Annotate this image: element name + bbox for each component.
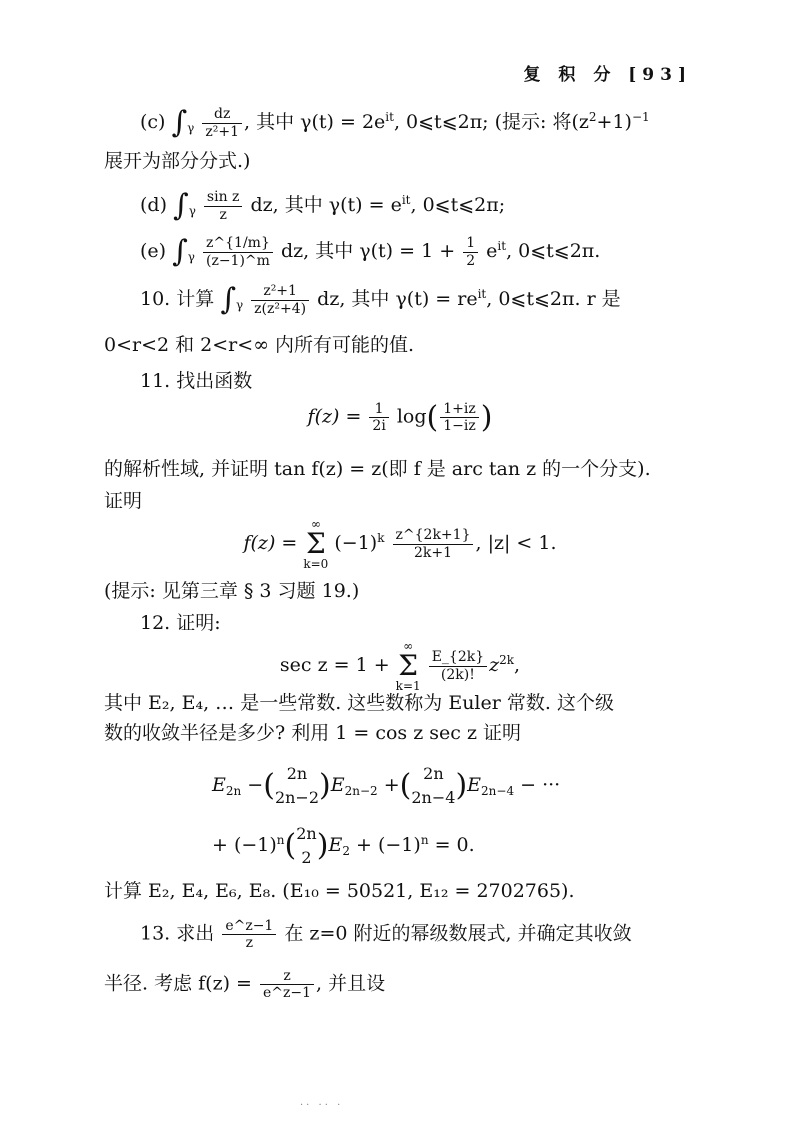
integral-sign: ∫ xyxy=(171,105,188,140)
page-header: 复 积 分 [93] xyxy=(523,65,692,85)
problem-13: 13. 求出 $\frac{e\^{}z-1}{z}$ 在 z=0 附近的幂级数展式, 并确定其收敛 xyxy=(140,918,632,952)
fraction: $\frac{dz}{\text{z²+1}}$ xyxy=(202,106,242,139)
problem-10: 10. 计算 $\int_\gamma$ $\frac{\text{z²+1}}{\text{z(z²+4)}}$ dz, 其中 $\gamma(t) = re^{it}$, 0⩽t⩽2π. r 是 xyxy=(140,282,621,317)
item-c: (c) $\int_\gamma$ $\frac{dz}{\text{z²+1}}$ , 其中 $\gamma(t) = 2e^{it}$, 0⩽t⩽2π; (提示: 将$(z^2+1)^{-1}$ xyxy=(140,105,650,140)
problem-10-cont: 0<r<2 和 2<r<∞ 内所有可能的值. xyxy=(104,334,415,356)
problem-11-c: 证明 xyxy=(104,490,143,512)
item-c-cont: 展开为部分分式.) xyxy=(104,150,251,172)
scan-artifact: ·· ·· · xyxy=(300,1100,344,1111)
problem-12: 12. 证明: xyxy=(140,612,221,634)
item-e: (e) $\int_\gamma$ $\frac{z\^{}\{1/m\}}{(z-1)\^{}m}$ dz, 其中 γ(t) = 1 + $\frac{1}{2}$ $e^{it}$, 0⩽t⩽2π. xyxy=(140,234,601,269)
equation-f: f(z) = $\frac{1}{2i}$ log( $\frac{1+iz}{1-iz}$ ) xyxy=(307,400,493,435)
problem-12-c: 数的收敛半径是多少? 利用 1 = cos z sec z 证明 xyxy=(104,722,521,744)
problem-13-cont: 半径. 考虑 f(z) = $\frac{z}{e\^{}z-1}$ , 并且设 xyxy=(104,968,386,1002)
problem-12-calc: 计算 E₂, E₄, E₆, E₈. (E₁₀ = 50521, E₁₂ = 2702765). xyxy=(104,880,575,902)
problem-12-b: 其中 E₂, E₄, … 是一些常数. 这些数称为 Euler 常数. 这个级 xyxy=(104,692,614,714)
equation-sec: sec z = 1 + ∞ Σ k=1 $\frac{E\_\{2k\}}{(2k)!}$ $z^{2k}$, xyxy=(279,639,521,693)
recurrence-line-1: $E_{2n}$ −( 2n 2n−2 )$E_{2n-2}$ +( 2n 2n−4 )$E_{2n-4}$ − ··· xyxy=(212,764,561,807)
equation-series: f(z) = ∞ Σ k=0 $(-1)^k$ $\frac{z\^{}\{2k+1\}}{2k+1}$ , |z| < 1. xyxy=(243,517,557,571)
hint-11: (提示: 见第三章 § 3 习题 19.) xyxy=(104,580,360,602)
problem-11-b: 的解析性域, 并证明 tan f(z) = z(即 f 是 arc tan z 的一个分支). xyxy=(104,458,651,480)
problem-11: 11. 找出函数 xyxy=(140,370,253,392)
recurrence-line-2: + $(-1)^n$( 2n 2 )$E_2 + (-1)^n = 0$. xyxy=(212,824,475,867)
item-d: (d) $\int_\gamma$ $\frac{\text{sin z}}{z}$ dz, 其中 $\gamma(t) = e^{it}$, 0⩽t⩽2π; xyxy=(140,188,506,223)
